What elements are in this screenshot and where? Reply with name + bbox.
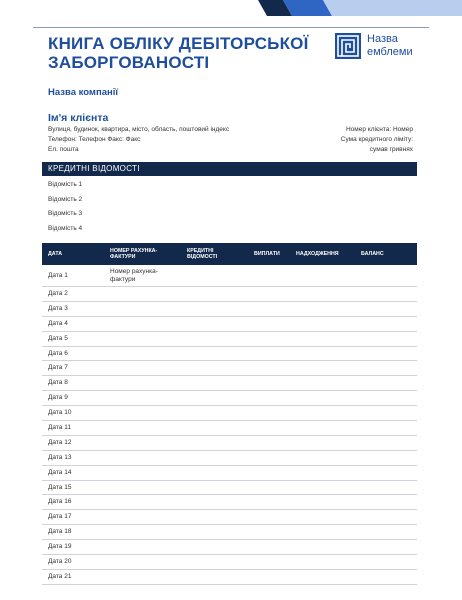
credit-list — [48, 178, 82, 236]
credit-item: Відомість 4 — [48, 224, 83, 232]
table-row — [42, 406, 417, 421]
ledger-table — [42, 243, 417, 585]
client-account — [341, 125, 413, 155]
ledger-header-row — [42, 243, 417, 265]
decorative-banner — [0, 0, 462, 16]
table-row — [42, 317, 417, 332]
logo-text: Назва емблеми — [367, 33, 413, 58]
table-row — [42, 570, 417, 585]
table-row — [42, 481, 417, 496]
maze-square-icon — [335, 33, 361, 59]
table-row — [42, 466, 417, 481]
cell-date: Дата 21 — [48, 572, 72, 580]
table-row — [42, 391, 417, 406]
cell-date: Дата 18 — [48, 528, 72, 536]
column-header-invoice-number: НОМЕР РАХУНКА- ФАКТУРИ — [110, 247, 158, 260]
header-rule — [33, 27, 429, 28]
column-header-credit-info: КРЕДИТНІ ВІДОМОСТІ — [187, 247, 218, 260]
table-row — [42, 436, 417, 451]
cell-date: Дата 12 — [48, 438, 72, 446]
cell-date: Дата 14 — [48, 468, 72, 476]
table-row — [42, 495, 417, 510]
table-row — [42, 421, 417, 436]
document-title: КНИГА ОБЛІКУ ДЕБІТОРСЬКОЇ ЗАБОРГОВАНОСТІ — [48, 34, 309, 72]
cell-date: Дата 11 — [48, 423, 71, 431]
cell-date: Дата 5 — [48, 334, 68, 342]
client-number: Номер клієнта: Номер — [345, 126, 413, 133]
client-address: Вулиця, будинок, квартира, місто, область, поштовий індекс — [48, 126, 230, 133]
table-row — [42, 525, 417, 540]
cell-date: Дата 9 — [48, 394, 68, 402]
table-row — [42, 265, 417, 287]
credit-item: Відомість 2 — [48, 195, 83, 203]
ledger-body — [42, 265, 417, 585]
client-name: Ім'я клієнта — [48, 112, 109, 124]
cell-date: Дата 2 — [48, 289, 68, 297]
credit-limit-label: Сума кредитного ліміту: — [340, 136, 413, 143]
cell-invoice-number: Номер рахунка- фактури — [110, 267, 158, 283]
client-phone-fax: Телефон: Телефон Факс: Факс — [48, 136, 141, 143]
cell-date: Дата 16 — [48, 498, 72, 506]
table-row — [42, 347, 417, 362]
cell-date: Дата 7 — [48, 364, 68, 372]
cell-date: Дата 10 — [48, 409, 72, 417]
table-row — [42, 287, 417, 302]
table-row — [42, 555, 417, 570]
column-header-date: ДАТА — [48, 250, 63, 257]
cell-date: Дата 4 — [48, 319, 68, 327]
credit-item: Відомість 1 — [48, 181, 83, 188]
column-header-balance: БАЛАНС — [361, 250, 384, 257]
table-row — [42, 510, 417, 525]
cell-date: Дата 3 — [48, 304, 68, 312]
cell-date: Дата 17 — [48, 513, 72, 521]
credit-item: Відомість 3 — [48, 210, 83, 217]
table-row — [42, 361, 417, 376]
cell-date: Дата 19 — [48, 543, 72, 551]
table-row — [42, 376, 417, 391]
column-header-payments: ВИПЛАТИ — [254, 250, 280, 257]
client-email: Ел. пошта — [48, 146, 79, 153]
cell-date: Дата 1 — [48, 271, 68, 279]
table-row — [42, 540, 417, 555]
table-row — [42, 302, 417, 317]
cell-date: Дата 13 — [48, 453, 72, 461]
credit-section-header: КРЕДИТНІ ВІДОМОСТІ — [42, 162, 417, 176]
client-contact — [48, 125, 229, 155]
table-row — [42, 332, 417, 347]
cell-date: Дата 8 — [48, 379, 68, 387]
logo — [335, 33, 413, 59]
credit-limit-value: сумав гривнях — [369, 146, 413, 153]
table-row — [42, 451, 417, 466]
company-name: Назва компанії — [48, 87, 119, 98]
cell-date: Дата 6 — [48, 349, 68, 357]
cell-date: Дата 15 — [48, 483, 72, 491]
column-header-receipts: НАДХОДЖЕННЯ — [296, 250, 339, 257]
cell-date: Дата 20 — [48, 557, 72, 565]
